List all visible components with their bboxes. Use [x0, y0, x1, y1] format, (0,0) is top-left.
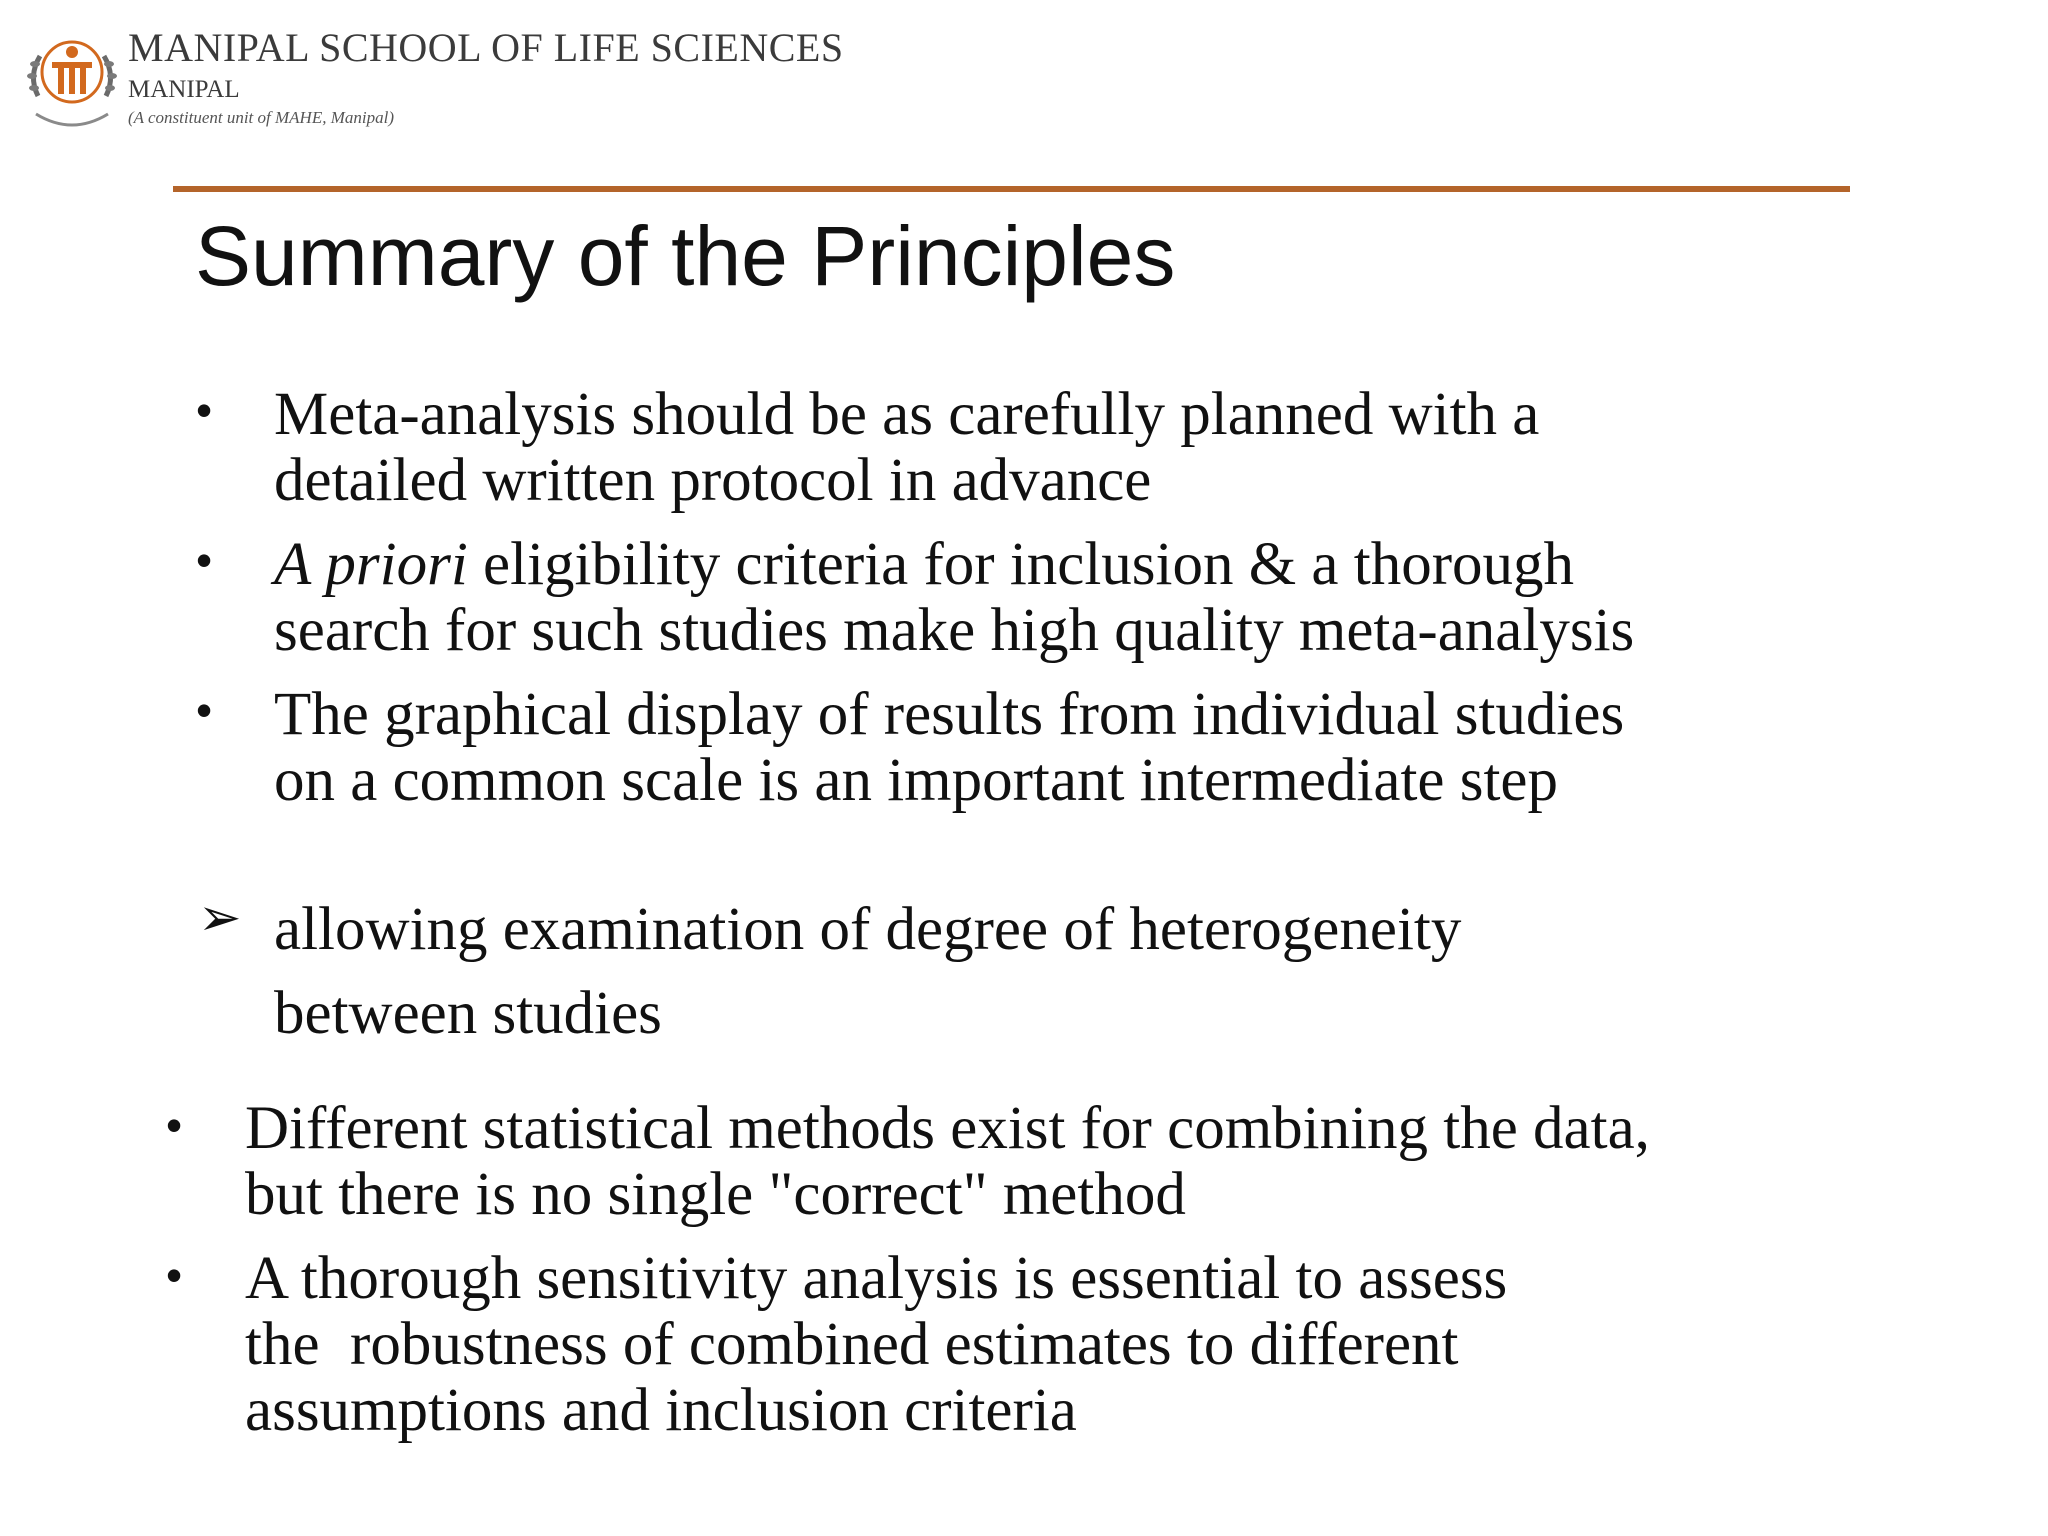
bullet-line: allowing examination of degree of heterogeneity — [274, 896, 1462, 963]
sub-bullet-item — [274, 888, 1461, 1056]
bullet-item — [274, 382, 1539, 514]
bullet-line: on a common scale is an important intermediate step — [274, 747, 1559, 814]
bullet-line: search for such studies make high quality meta-analysis — [274, 597, 1635, 664]
institution-header — [18, 18, 928, 146]
bullet-line: Meta-analysis should be as carefully planned with a — [274, 381, 1540, 448]
bullet-line-rest: eligibility criteria for inclusion & a thorough — [467, 531, 1575, 598]
institution-subtitle: (A constituent unit of MAHE, Manipal) — [128, 108, 394, 127]
bullet-marker: • — [196, 684, 213, 736]
bullet-line: but there is no single "correct" method — [245, 1161, 1186, 1228]
bullet-item — [274, 682, 1624, 814]
arrow-bullet-icon: ➢ — [198, 888, 242, 948]
bullet-line: between studies — [274, 980, 662, 1047]
header-divider — [173, 186, 1850, 192]
bullet-item — [245, 1246, 1507, 1444]
bullet-marker: • — [196, 534, 213, 586]
slide-title: Summary of the Principles — [195, 209, 1176, 303]
bullet-line — [274, 532, 1634, 598]
institution-logo-icon — [18, 26, 126, 138]
institution-name: MANIPAL SCHOOL OF LIFE SCIENCES — [128, 25, 844, 70]
bullet-line: A thorough sensitivity analysis is essential to assess — [245, 1245, 1508, 1312]
bullet-marker: • — [166, 1249, 183, 1301]
italic-term: A priori — [274, 531, 468, 598]
bullet-line: the robustness of combined estimates to different — [245, 1311, 1459, 1378]
bullet-item — [274, 532, 1634, 664]
bullet-line: The graphical display of results from individual studies — [274, 681, 1625, 748]
bullet-marker: • — [196, 384, 213, 436]
bullet-line: detailed written protocol in advance — [274, 447, 1152, 514]
institution-city: MANIPAL — [128, 76, 240, 103]
bullet-line: Different statistical methods exist for combining the data, — [245, 1095, 1650, 1162]
bullet-item — [245, 1096, 1650, 1228]
bullet-marker: • — [166, 1099, 183, 1151]
bullet-line: assumptions and inclusion criteria — [245, 1377, 1077, 1444]
